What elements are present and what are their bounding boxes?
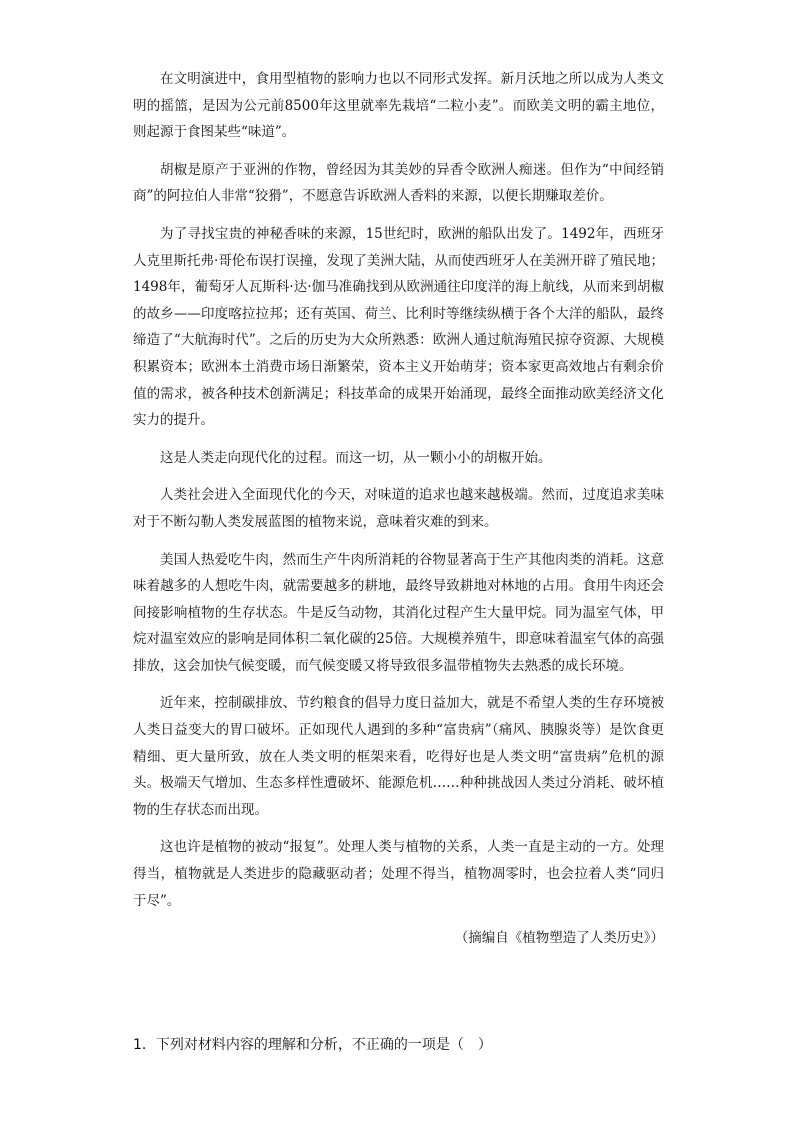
article-paragraph-2: 胡椒是原产于亚洲的作物，曾经因为其美妙的异香令欧洲人痴迷。但作为“中间经销商”的阿拉伯人非常“狡猾”，不愿意告诉欧洲人香料的来源，以便长期赚取差价。 bbox=[133, 161, 664, 205]
article-paragraph-7: 近年来，控制碳排放、节约粮食的倡导力度日益加大，就是不希望人类的生存环境被人类日益变大的胃口破坏。正如现代人遇到的多种“富贵病”（痛风、胰腺炎等）是饮食更精细、更大量所致，放在人类文明的框架来看，吃得好也是人类文明“富贵病”危机的源头。极端天气增加、生态多样性遭破坏、能源危机……种种挑战因人类过分消耗、破坏植物的生存状态而出现。 bbox=[133, 695, 664, 818]
article-body bbox=[133, 66, 664, 951]
article-paragraph-1: 在文明演进中，食用型植物的影响力也以不同形式发挥。新月沃地之所以成为人类文明的摇篮，是因为公元前8500年这里就率先栽培“二粒小麦”。而欧美文明的霸主地位，则起源于食图某些“味道”。 bbox=[133, 71, 664, 141]
article-paragraph-8: 这也许是植物的被动“报复”。处理人类与植物的关系，人类一直是主动的一方。处理得当，植物就是人类进步的隐藏驱动者；处理不得当，植物凋零时，也会拉着人类“同归于尽”。 bbox=[133, 839, 664, 909]
article-paragraph-4: 这是人类走向现代化的过程。而这一切，从一颗小小的胡椒开始。 bbox=[160, 449, 552, 466]
article-paragraph-6: 美国人热爱吃牛肉，然而生产牛肉所消耗的谷物显著高于生产其他肉类的消耗。这意味着越多的人想吃牛肉，就需要越多的耕地，最终导致耕地对林地的占用。食用牛肉还会间接影响植物的生存状态。牛是反刍动物，其消化过程产生大量甲烷。同为温室气体，甲烷对温室效应的影响是同体积二氧化碳的25倍。大规模养殖牛，即意味着温室气体的高强排放，这会加快气候变暖，而气候变暖又将导致很多温带植物失去熟悉的成长环境。 bbox=[133, 551, 664, 674]
question-1: 1．下列对材料内容的理解和分析，不正确的一项是（ ） bbox=[133, 1037, 492, 1053]
article-source: （摘编自《植物塑造了人类历史》） bbox=[454, 930, 664, 947]
article-paragraph-5: 人类社会进入全面现代化的今天，对味道的追求也越来越极端。然而，过度追求美味对于不断勾勒人类发展蓝图的植物来说，意味着灾难的到来。 bbox=[133, 487, 664, 530]
article-paragraph-3: 为了寻找宝贵的神秘香味的来源，15世纪时，欧洲的船队出发了。1492年，西班牙人克里斯托弗·哥伦布误打误撞，发现了美洲大陆，从而使西班牙人在美洲开辟了殖民地；1498年，葡萄牙人瓦斯科·达·伽马准确找到从欧洲通往印度洋的海上航线，从而来到胡椒的故乡——印度喀拉拉邦；还有英国、荷兰、比利时等继续纵横于各个大洋的船队，最终缔造了“大航海时代”。之后的历史为大众所熟悉：欧洲人通过航海殖民掠夺资源、大规模积累资本；欧洲本土消费市场日渐繁荣，资本主义开始萌芽；资本家更高效地占有剩余价值的需求，被各种技术创新满足；科技革命的成果开始涌现，最终全面推动欧美经济文化实力的提升。 bbox=[133, 225, 664, 429]
